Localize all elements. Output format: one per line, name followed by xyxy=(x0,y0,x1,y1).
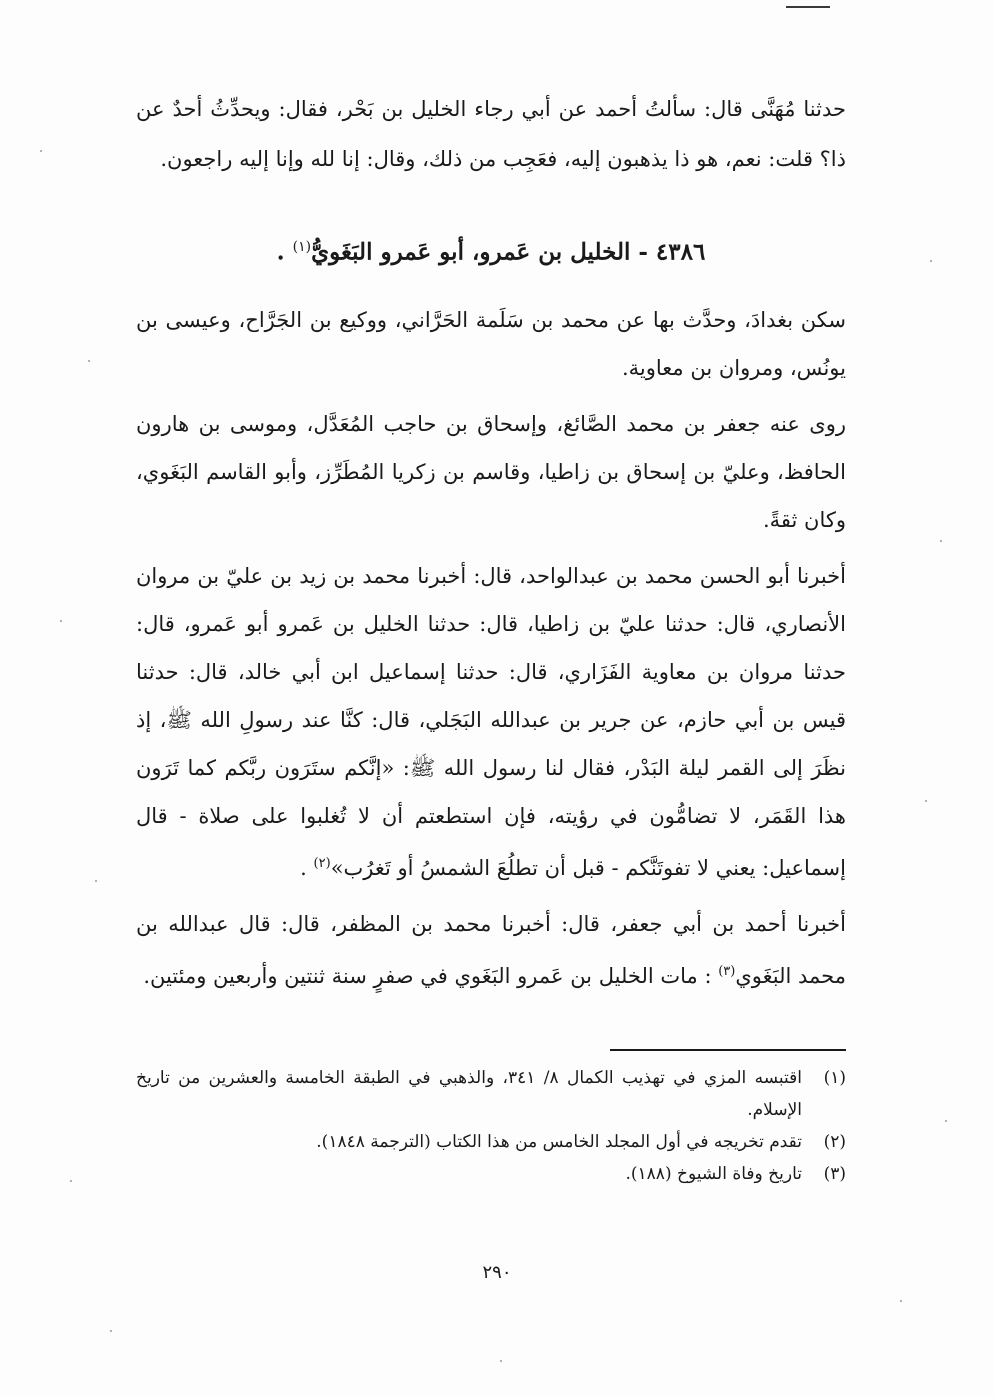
footnote-separator xyxy=(610,1049,846,1051)
scan-speck xyxy=(88,360,90,362)
entry-heading xyxy=(136,222,846,278)
entry-body xyxy=(136,296,846,1000)
scan-speck xyxy=(930,260,932,262)
scan-speck xyxy=(60,620,62,622)
scan-speck xyxy=(70,1180,72,1182)
footnote-number: (٣) xyxy=(823,1164,846,1184)
footnote-ref-1: (١) xyxy=(292,239,312,255)
footnote-ref-2: (٢) xyxy=(313,856,331,871)
entry-paragraph-4 xyxy=(136,900,846,1000)
scan-speck xyxy=(945,1120,947,1122)
footnote-text: تاريخ وفاة الشيوخ (١٨٨). xyxy=(625,1164,802,1184)
death-report-tail: : مات الخليل بن عَمرو البَغَوي في صفرٍ سنة ثنتين وأربعين ومئتين. xyxy=(143,964,712,988)
scan-edge-mark xyxy=(786,6,830,8)
hadith-text: أخبرنا أبو الحسن محمد بن عبدالواحد، قال: أخبرنا محمد بن زيد بن عليّ بن مروان الأنصاري، قال: حدثنا عليّ بن زاطيا، قال: حدثنا الخليل بن عَمرو أبو عَمرو، قال: حدثنا مروان بن معاوية الفَزَاري، قال: حدثنا إسماعيل ابن أبي خالد، قال: حدثنا قيس بن أبي حازم، عن جرير بن عبدالله البَجَلي، قال: كنَّا عند رسولِ الله ﷺ، إذ نظَرَ إلى القمر ليلة البَدْر، فقال لنا رسول الله ﷺ: «إنَّكم ستَرَون ربَّكم كما تَرَون هذا القَمَر، لا تضامُّون في رؤيته، فإن استطعتم أن لا تُغلبوا على صلاة - قال إسماعيل: يعني لا تفوتَنَّكم - قبل أن تطلُعَ الشمسُ أو تَغرُب» xyxy=(136,564,846,880)
entry-paragraph-1: سكن بغدادَ، وحدَّث بها عن محمد بن سَلَمة الحَرَّاني، ووكيع بن الجَرَّاح، وعيسى بن يونُس، ومروان بن معاوية. xyxy=(136,308,846,380)
footnotes xyxy=(136,1062,846,1190)
footnote-text: اقتبسه المزي في تهذيب الكمال ٨/ ٣٤١، والذهبي في الطبقة الخامسة والعشرين من تاريخ الإسلام. xyxy=(136,1068,803,1120)
scan-speck xyxy=(925,800,927,802)
heading-end-mark: . xyxy=(276,238,285,266)
footnote-item xyxy=(136,1158,846,1190)
intro-paragraph: حدثنا مُهَنَّى قال: سألتُ أحمد عن أبي رجاء الخليل بن بَحْر، فقال: ويحدِّثُ أحدٌ عن ذا؟ قلت: نعم، هو ذا يذهبون إليه، فعَجِب من ذلك، وقال: إنا لله وإنا إليه راجعون. xyxy=(136,97,846,171)
footnote-number: (١) xyxy=(823,1068,846,1088)
entry-paragraph-2: روى عنه جعفر بن محمد الصَّائغ، وإسحاق بن حاجب المُعَدَّل، وموسى بن هارون الحافظ، وعليّ بن إسحاق بن زاطيا، وقاسم بن زكريا المُطَرِّز، وأبو القاسم البَغَوي، وكان ثقةً. xyxy=(136,412,846,532)
scan-speck xyxy=(95,880,97,882)
footnote-item xyxy=(136,1062,846,1126)
previous-entry-continuation xyxy=(136,84,846,184)
footnote-text: تقدم تخريجه في أول المجلد الخامس من هذا الكتاب (الترجمة ١٨٤٨). xyxy=(316,1132,802,1152)
scan-speck xyxy=(900,1300,902,1302)
scan-speck xyxy=(40,150,42,152)
footnote-number: (٢) xyxy=(823,1132,846,1152)
scan-speck xyxy=(110,1330,112,1332)
entry-paragraph-3 xyxy=(136,552,846,892)
page-number: ٢٩٠ xyxy=(482,1262,512,1283)
paragraph-end-mark: . xyxy=(300,856,307,880)
scan-speck xyxy=(940,540,942,542)
entry-heading-text: ٤٣٨٦ - الخليل بن عَمرو، أبو عَمرو البَغَويُّ xyxy=(311,238,706,266)
death-report-text: أخبرنا أحمد بن أبي جعفر، قال: أخبرنا محمد بن المظفر، قال: قال عبدالله بن محمد البَغَوي xyxy=(136,912,846,988)
scan-speck xyxy=(500,1360,502,1362)
footnote-item xyxy=(136,1126,846,1158)
footnote-ref-3: (٣) xyxy=(718,964,736,979)
